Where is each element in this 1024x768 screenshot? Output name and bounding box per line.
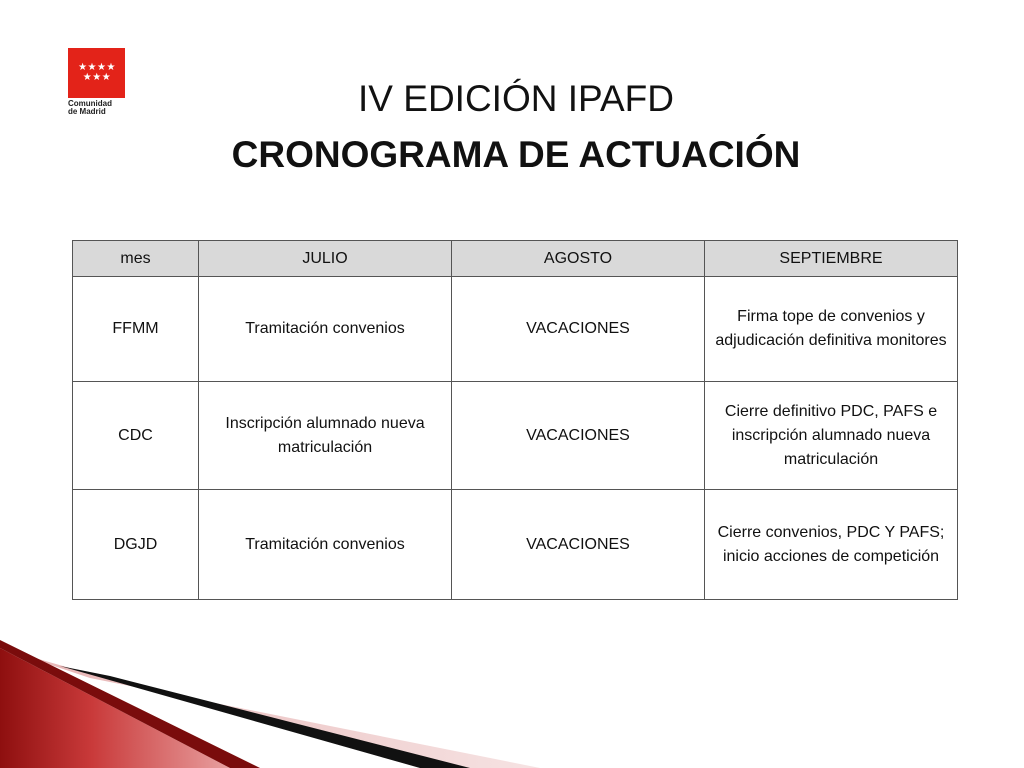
cell-septiembre: Cierre convenios, PDC Y PAFS; inicio acciones de competición	[705, 490, 958, 600]
logo-stars-icon: ★★★★ ★★★	[78, 62, 116, 83]
cell-agosto: VACACIONES	[452, 382, 705, 490]
header-julio: JULIO	[199, 241, 452, 277]
cell-julio: Inscripción alumnado nueva matriculación	[199, 382, 452, 490]
row-label: DGJD	[73, 490, 199, 600]
row-label: CDC	[73, 382, 199, 490]
header-agosto: AGOSTO	[452, 241, 705, 277]
table-row	[73, 277, 958, 382]
page-title: IV EDICIÓN IPAFD	[358, 78, 674, 119]
row-label: FFMM	[73, 277, 199, 382]
logo-text-line1: Comunidad	[68, 99, 112, 108]
table-row	[73, 490, 958, 600]
logo-text-line2: de Madrid	[68, 107, 106, 116]
header-septiembre: SEPTIEMBRE	[705, 241, 958, 277]
cell-julio: Tramitación convenios	[199, 490, 452, 600]
cell-septiembre: Cierre definitivo PDC, PAFS e inscripción alumnado nueva matriculación	[705, 382, 958, 490]
schedule-table	[72, 240, 958, 600]
table-header-row	[73, 241, 958, 277]
table-row	[73, 382, 958, 490]
cell-septiembre: Firma tope de convenios y adjudicación definitiva monitores	[705, 277, 958, 382]
cell-julio: Tramitación convenios	[199, 277, 452, 382]
cell-agosto: VACACIONES	[452, 277, 705, 382]
header-mes: mes	[73, 241, 199, 277]
cell-agosto: VACACIONES	[452, 490, 705, 600]
decorative-ribbon	[0, 640, 560, 768]
page-subtitle: CRONOGRAMA DE ACTUACIÓN	[231, 134, 801, 175]
